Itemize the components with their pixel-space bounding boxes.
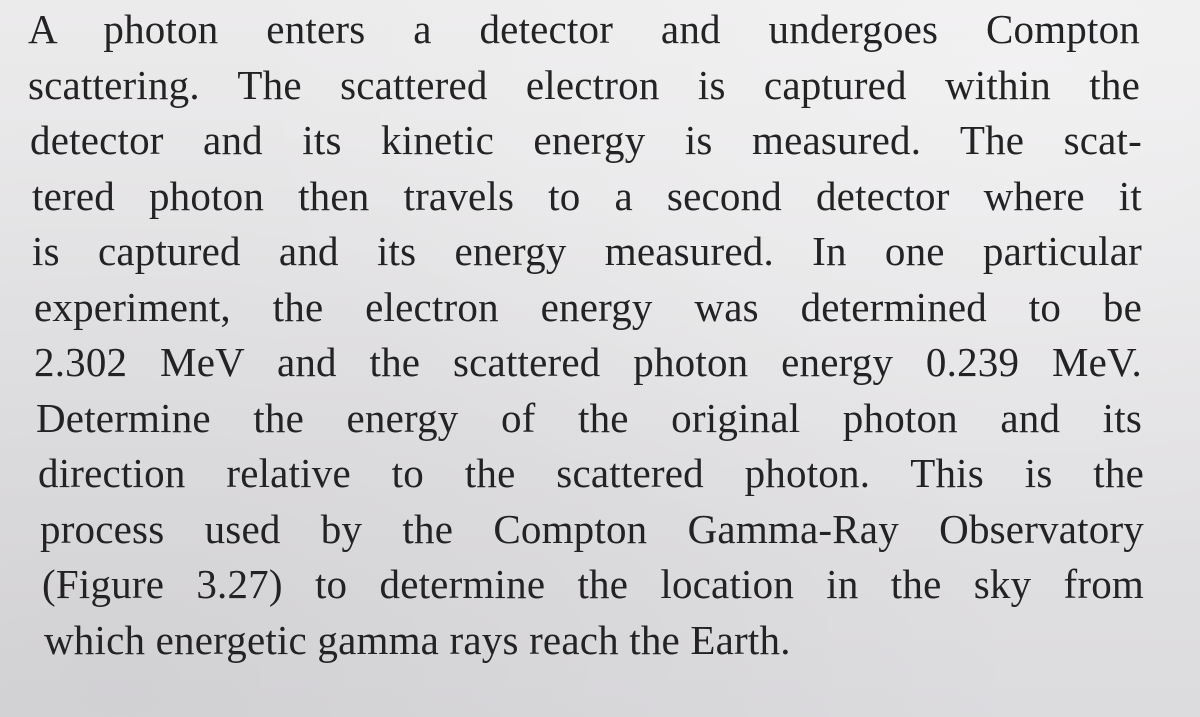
text-line: which energetic gamma rays reach the Earth.	[44, 616, 791, 663]
text-line: Determine the energy of the original photon and its	[36, 394, 1142, 441]
text-line: A photon enters a detector and undergoes Compton	[28, 6, 1140, 52]
text-line: direction relative to the scattered photon. This is the	[38, 450, 1144, 496]
text-line: (Figure 3.27) to determine the location in the sky from	[42, 561, 1144, 607]
problem-paragraph	[26, 2, 1176, 668]
text-line: process used by the Compton Gamma-Ray Observatory	[40, 505, 1144, 552]
text-line: 2.302 MeV and the scattered photon energy 0.239 MeV.	[34, 339, 1142, 385]
text-line: detector and its kinetic energy is measured. The scat-	[30, 117, 1142, 163]
text-line: is captured and its energy measured. In one particular	[32, 228, 1142, 274]
text-line: scattering. The scattered electron is captured within the	[28, 61, 1140, 108]
text-line: experiment, the electron energy was determined to be	[34, 283, 1142, 330]
text-line: tered photon then travels to a second detector where it	[32, 172, 1142, 219]
